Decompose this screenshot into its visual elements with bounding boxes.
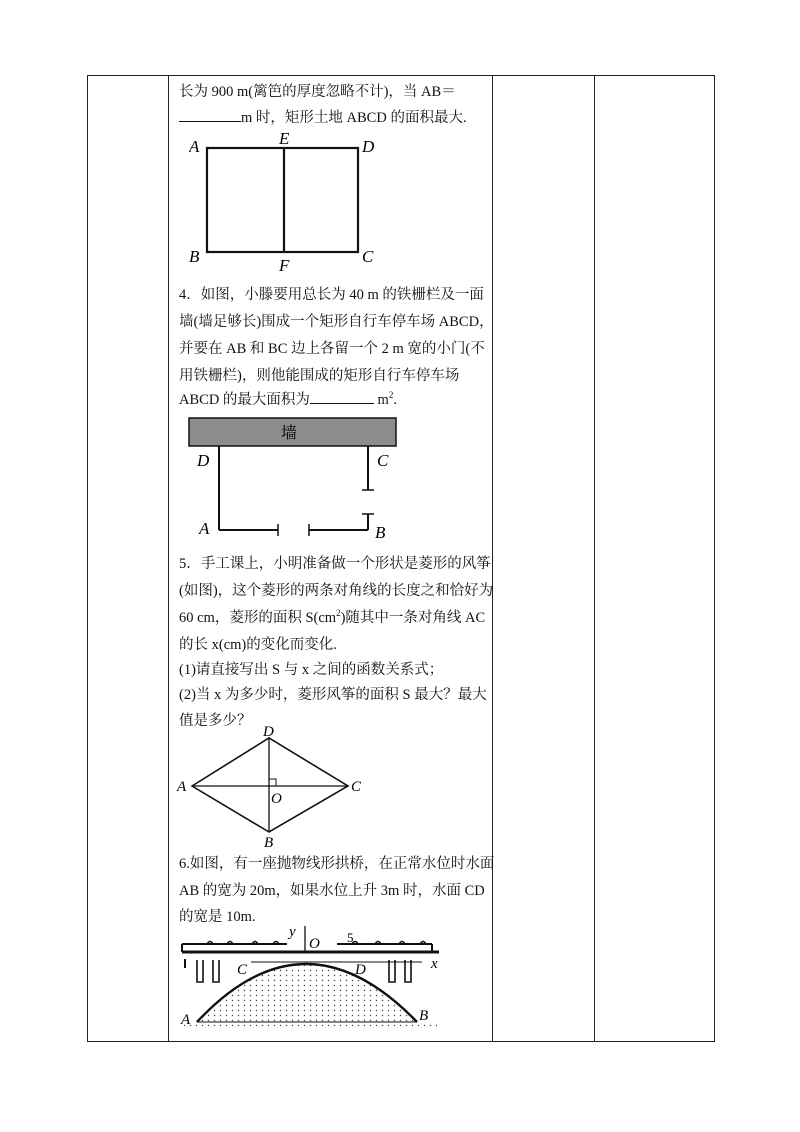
problem4-line1: 4．如图，小滕要用总长为 40 m 的铁栅栏及一面 (179, 287, 484, 303)
label-d: D (355, 962, 366, 978)
label-c: C (351, 779, 362, 795)
rhombus-abcd (192, 738, 348, 832)
problem6-line3: 的宽是 10m. (179, 909, 256, 925)
problem5-line3-prefix: 60 cm，菱形的面积 S(cm (179, 610, 337, 626)
problem6-line2: AB 的宽为 20m，如果水位上升 3m 时，水面 CD (179, 883, 485, 899)
lesson-table (87, 75, 715, 1042)
problem3-line2-text: m 时，矩形土地 ABCD 的面积最大. (241, 110, 467, 126)
label-a: A (181, 1012, 191, 1028)
wall-label: 墙 (281, 425, 298, 442)
label-a: A (189, 137, 200, 156)
rhombus-figure (174, 726, 374, 853)
left-column-cell (88, 76, 169, 1042)
problem5-line4: 的长 x(cm)的变化而变化. (179, 637, 337, 653)
answer-blank (310, 391, 374, 404)
arch-bridge-figure (177, 924, 457, 1037)
problem5-line7: 值是多少？ (179, 713, 252, 729)
problem5-line6: (2)当 x 为多少时，菱形风筝的面积 S 最大？最大 (179, 687, 487, 703)
label-d: D (362, 137, 375, 156)
answer-blank (179, 109, 241, 122)
rectangle-abcd (207, 148, 358, 252)
problem4-line3: 并要在 AB 和 BC 边上各留一个 2 m 宽的小门(不 (179, 341, 485, 357)
problem3-line2 (179, 106, 467, 127)
label-b: B (375, 523, 386, 541)
label-e: E (279, 132, 290, 148)
problem6-line1: 6.如图，有一座抛物线形拱桥，在正常水位时水面 (179, 856, 495, 872)
problem5-line3-sup: 2 (336, 608, 341, 619)
problem4-line5-sup: 2 (388, 390, 394, 401)
problem5-line3 (179, 606, 485, 627)
problem5-line5: (1)请直接写出 S 与 x 之间的函数关系式； (179, 662, 444, 678)
problem4-line5-prefix: ABCD 的最大面积为 (179, 392, 310, 408)
water-bottom (182, 1022, 437, 1028)
label-y: y (289, 924, 296, 940)
problem5-line3-suffix: )随其中一条对角线 AC (340, 610, 486, 626)
label-b: B (419, 1008, 429, 1024)
problem4-line5 (179, 388, 397, 409)
rectangle-figure (189, 132, 379, 277)
right-angle-mark (269, 779, 276, 786)
label-c: C (362, 247, 374, 266)
content-area (169, 76, 495, 1041)
problem5-line1: 5．手工课上，小明准备做一个形状是菱形的风筝 (179, 556, 491, 572)
left-piers (197, 960, 219, 982)
label-o: O (271, 791, 282, 807)
content-column-cell (169, 76, 493, 1042)
problem4-line2: 墙(墙足够长)围成一个矩形自行车停车场 ABCD， (179, 314, 494, 330)
label-five: 5 (347, 930, 354, 945)
problem4-line5-end: . (393, 392, 397, 408)
label-o: O (309, 936, 320, 952)
label-d: D (197, 451, 210, 470)
bike-parking-figure (187, 416, 407, 546)
label-c: C (377, 451, 389, 470)
problem4-line5-unit: m (373, 392, 389, 408)
label-a: A (199, 519, 210, 538)
problem5-line2: (如图)，这个菱形的两条对角线的长度之和恰好为 (179, 583, 494, 599)
problem3-line1: 长为 900 m(篱笆的厚度忽略不计)，当 AB＝ (179, 84, 456, 100)
label-b: B (189, 247, 200, 266)
right-column-cell (595, 76, 715, 1042)
third-column-cell (493, 76, 595, 1042)
problem4-line4: 用铁栅栏)，则他能围成的矩形自行车停车场 (179, 368, 460, 384)
label-c: C (237, 962, 248, 978)
label-b: B (264, 835, 274, 848)
label-f: F (279, 256, 290, 272)
label-a: A (177, 779, 187, 795)
label-d: D (263, 726, 274, 740)
label-x: x (431, 956, 438, 972)
right-piers (389, 960, 411, 982)
